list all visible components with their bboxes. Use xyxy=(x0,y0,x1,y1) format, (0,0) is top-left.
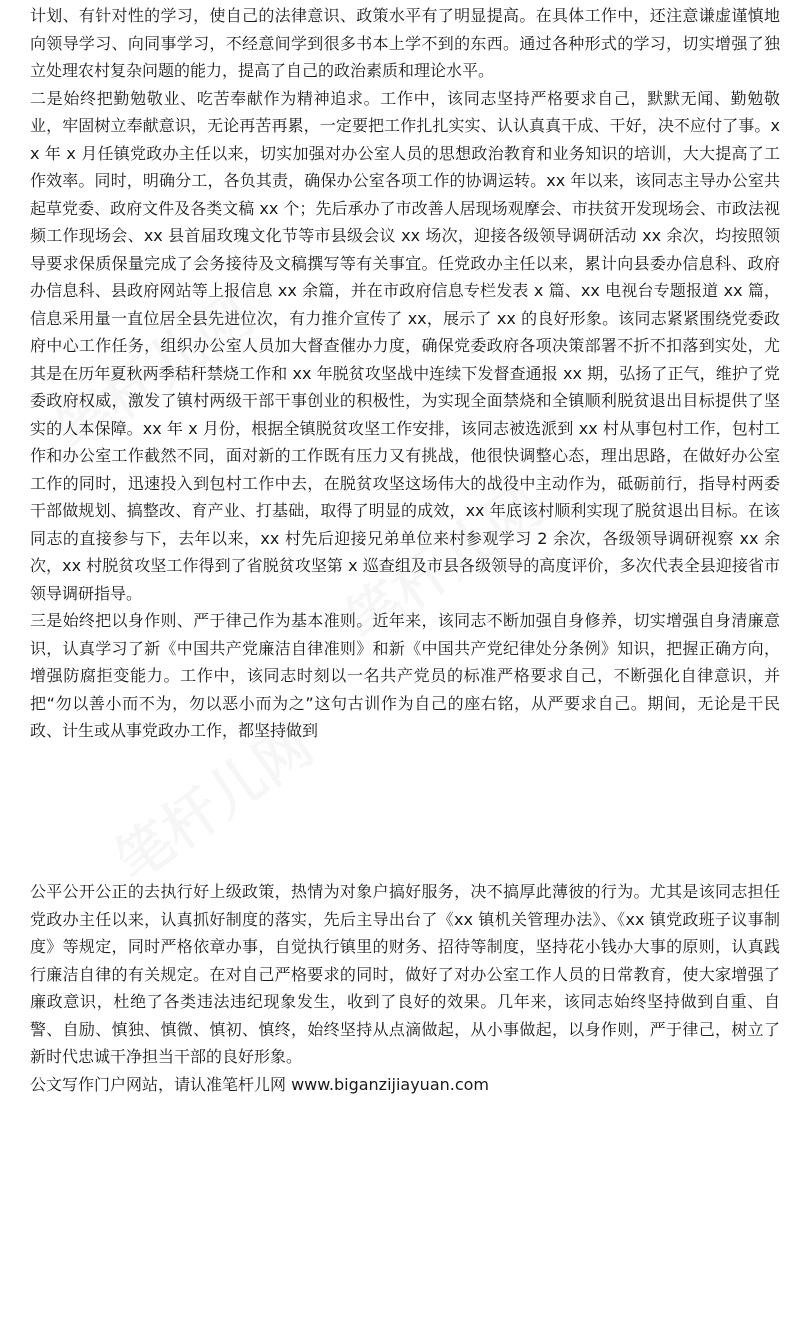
paragraph-study-continuation: 计划、有针对性的学习，使自己的法律意识、政策水平有了明显提高。在具体工作中，还注意谦虚谨慎地向领导学习、向同事学习，不经意间学到很多书本上学不到的东西。通过各种形式的学习，切实增强了独立处理农村复杂问题的能力，提高了自己的政治素质和理论水平。 xyxy=(30,6,780,80)
page-top-text xyxy=(30,2,780,745)
page-bottom-text xyxy=(30,878,780,1098)
paragraph-fairness-continuation: 公平公开公正的去执行好上级政策，热情为对象户搞好服务，决不搞厚此薄彼的行为。尤其是该同志担任党政办主任以来，认真抓好制度的落实，先后主导出台了《xx 镇机关管理办法》、《xx 镇党政班子议事制度》等规定，同时严格依章办事，自觉执行镇里的财务、招待等制度，坚持花小钱办大事的原则，认真践行廉洁自律的有关规定。在对自己严格要求的同时，做好了对办公室工作人员的日常教育，使大家增强了廉政意识，杜绝了各类违法违纪现象发生，收到了良好的效果。几年来，该同志始终坚持做到自重、自警、自励、慎独、慎微、慎初、慎终，始终坚持从点滴做起，从小事做起，以身作则，严于律己，树立了新时代忠诚干净担当干部的良好形象。 xyxy=(30,882,780,1066)
site-footer-note: 公文写作门户网站，请认准笔杆儿网 www.biganzijiayuan.com xyxy=(30,1074,490,1094)
paragraph-diligence: 二是始终把勤勉敬业、吃苦奉献作为精神追求。工作中，该同志坚持严格要求自己，默默无闻、勤勉敬业，牢固树立奉献意识，无论再苦再累，一定要把工作扎扎实实、认认真真干成、干好，决不应付了事。xx 年 x 月任镇党政办主任以来，切实加强对办公室人员的思想政治教育和业务知识的培训，大大提高了工作效率。同时，明确分工，各负其责，确保办公室各项工作的协调运转。xx 年以来，该同志主导办公室共起草党委、政府文件及各类文稿 xx 个；先后承办了市改善人居现场观摩会、市扶贫开发现场会、市政法视频工作现场会、xx 县首届玫瑰文化节等市县级会议 xx 场次，迎接各级领导调研活动 xx 余次，均按照领导要求保质保量完成了会务接待及文稿撰写等有关事宜。任党政办主任以来，累计向县委办信息科、政府办信息科、县政府网站等上报信息 xx 余篇，并在市政府信息专栏发表 x 篇、xx 电视台专题报道 xx 篇，信息采用量一直位居全县先进位次，有力推介宣传了 xx，展示了 xx 的良好形象。该同志紧紧围绕党委政府中心工作任务，组织办公室人员加大督查催办力度，确保党委政府各项决策部署不折不扣落到实处，尤其是在历年夏秋两季秸秆禁烧工作和 xx 年脱贫攻坚战中连续下发督查通报 xx 期，弘扬了正气，维护了党委政府权威，激发了镇村两级干部干事创业的积极性，为实现全面禁烧和全镇顺利脱贫退出目标提供了坚实的人本保障。xx 年 x 月份，根据全镇脱贫攻坚工作安排，该同志被选派到 xx 村从事包村工作，包村工作和办公室工作截然不同，面对新的工作既有压力又有挑战，他很快调整心态，理出思路，在做好办公室工作的同时，迅速投入到包村工作中去，在脱贫攻坚这场伟大的战役中主动作为，砥砺前行，指导村两委干部做规划、搞整改、育产业、打基础，取得了明显的成效，xx 年底该村顺利实现了脱贫退出目标。在该同志的直接参与下，去年以来，xx 村先后迎接兄弟单位来村参观学习 2 余次，各级领导调研视察 xx 余次，xx 村脱贫攻坚工作得到了省脱贫攻坚第 x 巡查组及市县各级领导的高度评价，多次代表全县迎接省市领导调研指导。 xyxy=(30,88,780,603)
paragraph-self-discipline: 三是始终把以身作则、严于律己作为基本准则。近年来，该同志不断加强自身修养，切实增强自身清廉意识，认真学习了新《中国共产党廉洁自律准则》和新《中国共产党纪律处分条例》知识，把握正确方向，增强防腐拒变能力。工作中，该同志时刻以一名共产党员的标准严格要求自己，不断强化自律意识，并把“勿以善小而不为，勿以恶小而为之”这句古训作为自己的座右铭，从严要求自己。期间，无论是干民政、计生或从事党政办工作，都坚持做到 xyxy=(30,611,780,740)
